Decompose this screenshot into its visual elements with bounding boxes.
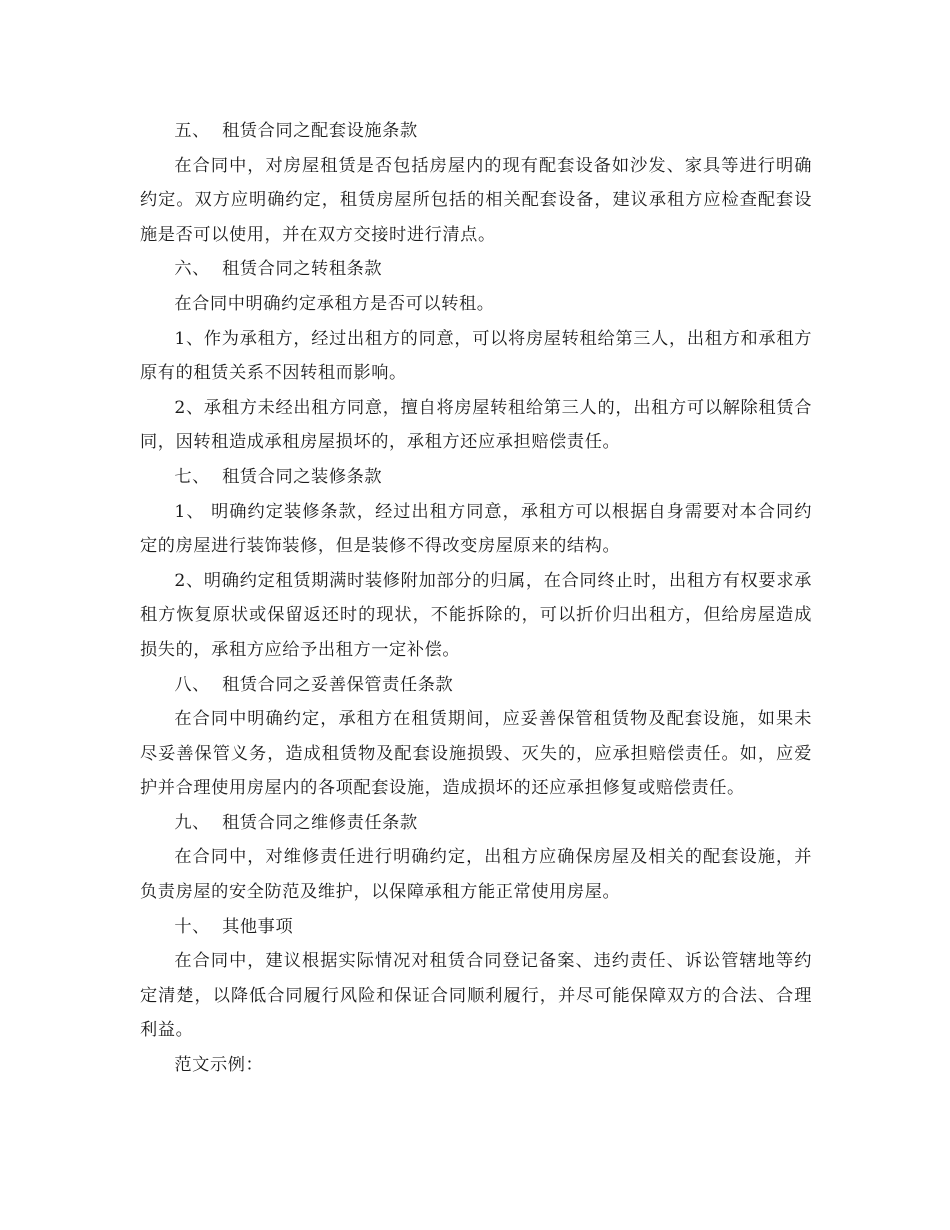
paragraph: 在合同中明确约定，承租方在租赁期间，应妥善保管租赁物及配套设施，如果未尽妥善保管义务，造成租赁物及配套设施损毁、灭失的，应承担赔偿责任。如，应爱护并合理使用房屋内的各项配套设施，造成损坏的还应承担修复或赔偿责任。 — [140, 709, 812, 799]
paragraph: 在合同中，对房屋租赁是否包括房屋内的现有配套设备如沙发、家具等进行明确约定。双方应明确约定，租赁房屋所包括的相关配套设备，建议承租方应检查配套设施是否可以使用，并在双方交接时进行清点。 — [140, 155, 812, 245]
document-body — [140, 114, 812, 1083]
section-heading-10: 十、 其他事项 — [174, 916, 294, 937]
section-heading-8: 八、 租赁合同之妥善保管责任条款 — [174, 674, 454, 695]
section-heading-6: 六、 租赁合同之转租条款 — [174, 259, 383, 280]
paragraph: 在合同中，对维修责任进行明确约定，出租方应确保房屋及相关的配套设施，并负责房屋的安全防范及维护，以保障承租方能正常使用房屋。 — [140, 847, 812, 903]
paragraph: 在合同中，建议根据实际情况对租赁合同登记备案、违约责任、诉讼管辖地等约定清楚，以降低合同履行风险和保证合同顺利履行，并尽可能保障双方的合法、合理利益。 — [140, 951, 812, 1041]
paragraph: 1、作为承租方，经过出租方的同意，可以将房屋转租给第三人，出租方和承租方原有的租赁关系不因转租而影响。 — [140, 328, 812, 384]
section-heading-7: 七、 租赁合同之装修条款 — [174, 466, 383, 487]
paragraph: 范文示例： — [174, 1055, 264, 1076]
paragraph: 在合同中明确约定承租方是否可以转租。 — [174, 293, 495, 314]
section-heading-5: 五、 租赁合同之配套设施条款 — [174, 121, 418, 141]
paragraph: 1、 明确约定装修条款，经过出租方同意，承租方可以根据自身需要对本合同约定的房屋进行装饰装修，但是装修不得改变房屋原来的结构。 — [140, 501, 812, 557]
section-heading-9: 九、 租赁合同之维修责任条款 — [174, 812, 418, 833]
paragraph: 2、承租方未经出租方同意，擅自将房屋转租给第三人的，出租方可以解除租赁合同，因转租造成承租房屋损坏的，承租方还应承担赔偿责任。 — [140, 397, 812, 453]
paragraph: 2、明确约定租赁期满时装修附加部分的归属，在合同终止时，出租方有权要求承租方恢复原状或保留返还时的现状，不能拆除的，可以折价归出租方，但给房屋造成损失的，承租方应给予出租方一定补偿。 — [140, 570, 812, 660]
